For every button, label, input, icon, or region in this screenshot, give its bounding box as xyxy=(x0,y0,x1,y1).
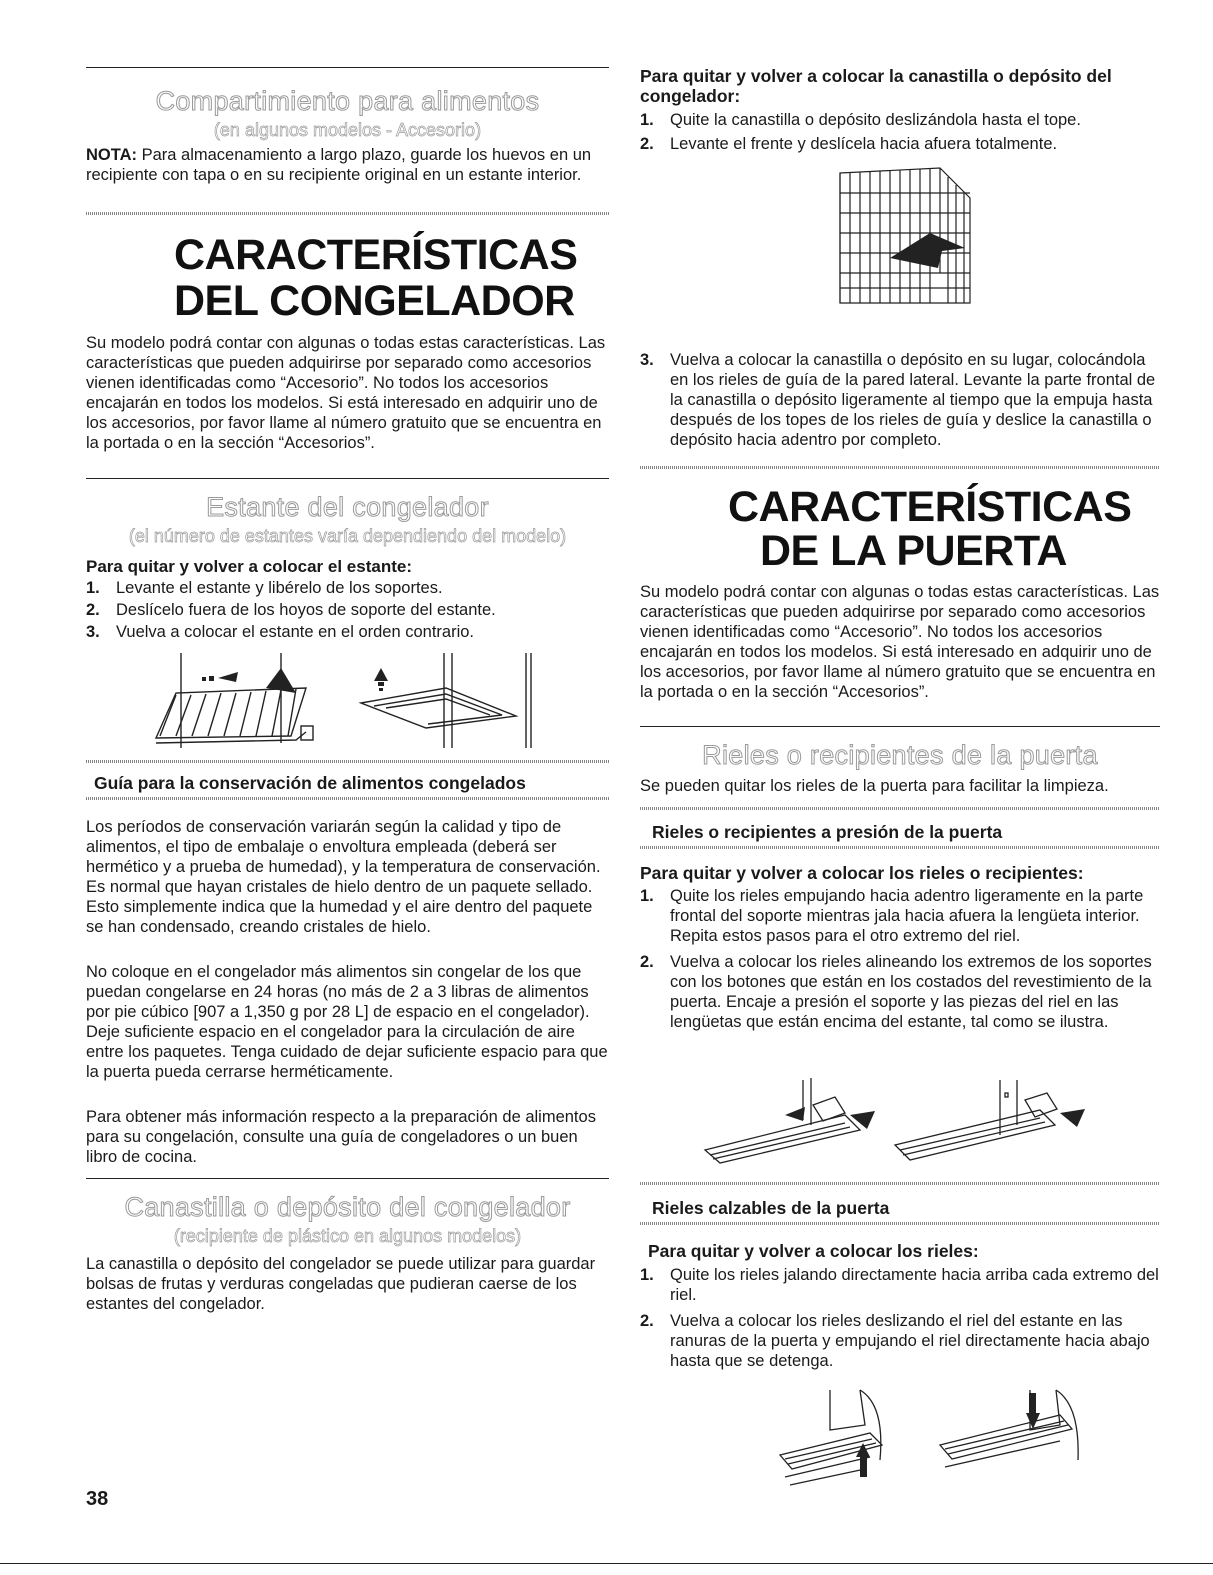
dotted-rule xyxy=(640,1222,1160,1225)
page-title-door-line1: CARACTERÍSTICAS xyxy=(728,483,1132,531)
door-intro: Su modelo podrá contar con algunas o todas estas características. Las características que pueden adquirirse por separado como accesorios vienen identificadas como “Accesorio”. No todos los accesorios encajarán en todos los modelos. Si está interesado en adquirir uno de los accesorios, por favor llame al número gratuito que se encuentra en la portada o en la sección “Accesorios”. xyxy=(640,583,1160,701)
guide-paragraph-2: No coloque en el congelador más alimentos sin congelar de los que puedan congelarse en 24 horas (no más de 2 a 3 libras de alimentos por pie cúbico [907 a 1,350 g por 28 L] de espacio en el congelador). Deje suficiente espacio en el congelador para la circulación de aire entre los paquetes. Tenga cuidado de dejar suficiente espacio para que la puerta pueda cerrarse herméticamente. xyxy=(86,963,608,1081)
freezer-intro: Su modelo podrá contar con algunas o todas estas características. Las características que pueden adquirirse por separado como accesorios vienen identificadas como “Accesorio”. No todos los accesorios encajarán en todos los modelos. Si está interesado en adquirir uno de los accesorios, por favor llame al número gratuito que se encuentra en la portada o en la sección “Accesorios”. xyxy=(86,334,606,452)
list-item: 1. Quite los rieles jalando directamente hacia arriba cada extremo del riel. xyxy=(640,1266,1159,1304)
note-label: NOTA: xyxy=(86,146,138,164)
section-title-food-compartment: Compartimiento para alimentos xyxy=(155,86,540,116)
basket-illustration xyxy=(830,163,980,313)
snap-rails-steps-heading: Para quitar y volver a colocar los rieles o recipientes: xyxy=(640,863,1084,883)
fit-rails-heading: Rieles calzables de la puerta xyxy=(652,1198,890,1218)
page-title-freezer-line1: CARACTERÍSTICAS xyxy=(174,231,578,279)
snap-rails-heading: Rieles o recipientes a presión de la puerta xyxy=(652,822,1003,842)
section-subtitle: (el número de estantes varía dependiendo del modelo) xyxy=(128,526,567,546)
dotted-rule xyxy=(86,212,609,215)
dotted-rule xyxy=(640,807,1160,810)
frozen-food-guide-heading: Guía para la conservación de alimentos congelados xyxy=(94,773,526,793)
dotted-rule xyxy=(86,760,609,763)
fit-rails-steps-heading: Para quitar y volver a colocar los rieles: xyxy=(648,1241,979,1261)
page-title-door-line2: DE LA PUERTA xyxy=(760,527,1067,575)
list-item: 1. Quite los rieles empujando hacia adentro ligeramente en la parte frontal del soporte mientras jala hacia afuera la lengüeta interior. Repita estos pasos para el otro extremo del riel. xyxy=(640,887,1144,945)
dotted-rule xyxy=(640,1182,1160,1185)
list-item: 2. Vuelva a colocar los rieles deslizando el riel del estante en las ranuras de la puerta y empujando el riel directamente hacia abajo hasta que se detenga. xyxy=(640,1312,1150,1370)
list-item: 1. Levante el estante y libérelo de los soportes. xyxy=(86,579,443,597)
note-paragraph xyxy=(86,145,609,185)
snap-rails-steps-list xyxy=(640,886,1160,1032)
section-rule xyxy=(86,1178,609,1179)
dotted-rule xyxy=(86,797,609,800)
basket-steps-list xyxy=(640,110,1160,154)
fit-rails-illustration xyxy=(760,1385,1090,1495)
shelf-removal-illustration xyxy=(146,648,566,750)
guide-paragraph-1: Los períodos de conservación variarán según la calidad y tipo de alimentos, el tipo de embalaje o envoltura empleada (deberá ser hermético y a prueba de humedad), y la temperatura de conservación. Es normal que hayan cristales de hielo dentro de un paquete sellado. Esto simplemente indica que la humedad y el aire dentro del paquete se han condensado, creando cristales de hielo. xyxy=(86,818,601,936)
section-subtitle: (recipiente de plástico en algunos modelos) xyxy=(173,1226,522,1246)
page-number: 38 xyxy=(86,1488,109,1510)
section-rule xyxy=(86,478,609,479)
shelf-steps-list xyxy=(86,578,609,642)
section-title-freezer-basket: Canastilla o depósito del congelador xyxy=(124,1192,571,1222)
dotted-rule xyxy=(640,466,1160,469)
section-rule xyxy=(640,726,1160,727)
basket-step-3: 3. Vuelva a colocar la canastilla o depósito en su lugar, colocándola en los rieles de guía de la pared lateral. Levante la parte frontal de la canastilla o depósito ligeramente al tiempo que la empuja hasta después de los topes de los rieles de guía y deslice la canastilla o depósito hacia adentro por completo. xyxy=(640,351,1156,449)
section-title-freezer-shelf: Estante del congelador xyxy=(206,492,489,522)
snap-rails-illustration xyxy=(695,1075,1115,1170)
list-item: 2. Levante el frente y deslícela hacia afuera totalmente. xyxy=(640,135,1058,153)
dotted-rule xyxy=(640,846,1160,849)
list-item: 1. Quite la canastilla o depósito deslizándola hasta el tope. xyxy=(640,111,1081,129)
fit-rails-steps-list xyxy=(640,1265,1160,1371)
note-text: Para almacenamiento a largo plazo, guarde los huevos en un recipiente con tapa o en su recipiente original en un estante interior. xyxy=(86,146,592,184)
section-rule xyxy=(86,67,609,68)
basket-paragraph: La canastilla o depósito del congelador se puede utilizar para guardar bolsas de frutas y verduras congeladas que pudieran caerse de los estantes del congelador. xyxy=(86,1255,596,1313)
basket-steps-heading: Para quitar y volver a colocar la canastilla o depósito del congelador: xyxy=(640,66,1112,106)
list-item: 2. Vuelva a colocar los rieles alineando los extremos de los soportes con los botones que están en los costados del revestimiento de la puerta. Encaje a presión el soporte y las piezas del riel en las lengüetas que están encima del estante, tal como se ilustra. xyxy=(640,953,1152,1031)
list-item: 2. Deslícelo fuera de los hoyos de soporte del estante. xyxy=(86,601,496,619)
section-title-door-rails: Rieles o recipientes de la puerta xyxy=(702,740,1098,770)
door-rails-text: Se pueden quitar los rieles de la puerta para facilitar la limpieza. xyxy=(640,777,1109,795)
section-subtitle: (en algunos modelos - Accesorio) xyxy=(213,120,482,140)
shelf-steps-heading: Para quitar y volver a colocar el estante: xyxy=(86,557,412,576)
guide-paragraph-3: Para obtener más información respecto a la preparación de alimentos para su congelación, consulte una guía de congeladores o un buen libro de cocina. xyxy=(86,1108,596,1166)
list-item: 3. Vuelva a colocar el estante en el orden contrario. xyxy=(86,623,475,641)
footer-rule xyxy=(0,1563,1213,1564)
page-title-freezer-line2: DEL CONGELADOR xyxy=(174,277,575,325)
